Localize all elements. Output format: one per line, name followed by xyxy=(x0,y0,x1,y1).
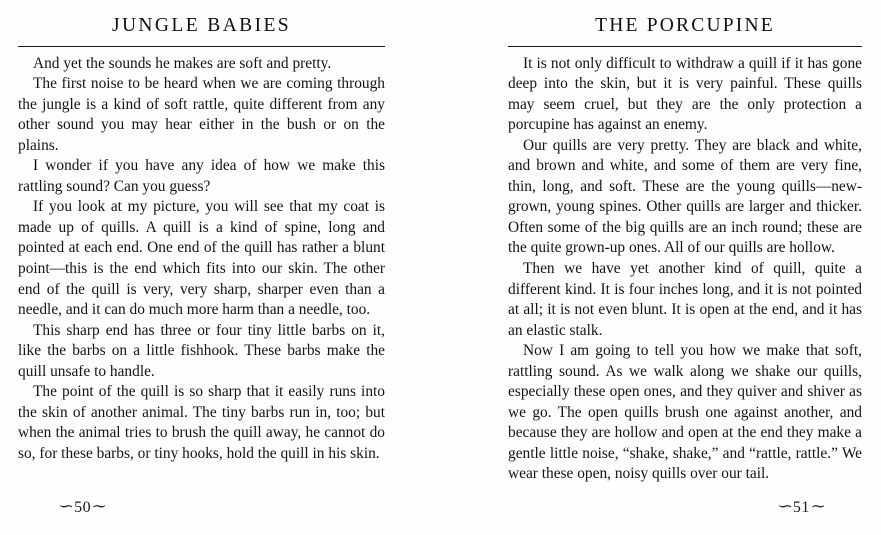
paragraph: Then we have yet another kind of quill, quite a different kind. It is four inches long, and it is not pointed at all; it is not even blunt. It is open at the end, and it has an elastic stalk. xyxy=(508,259,862,339)
paragraph: I wonder if you have any idea of how we make this rattling sound? Can you guess? xyxy=(18,157,385,195)
paragraph: If you look at my picture, you will see that my coat is made up of quills. A quill is a kind of spine, long and pointed at each end. One end of the quill has rather a blunt point—this is the end which fits into our skin. The other end of the quill is very, very sharp, sharper even than a needle, and it can do much more harm than a needle, too. xyxy=(18,198,385,319)
paragraph: The point of the quill is so sharp that it easily runs into the skin of another animal. The tiny barbs run in, too; but when the animal tries to brush the quill away, he cannot do so, for these barbs, or tiny hooks, hold the quill in his skin. xyxy=(18,383,385,462)
page-number: 51 xyxy=(792,499,810,516)
page-right xyxy=(440,0,881,535)
folio-swash-right-icon: ∼ xyxy=(810,499,827,516)
page-left xyxy=(0,0,440,535)
body-text-left xyxy=(18,54,385,465)
paragraph: The first noise to be heard when we are coming through the jungle is a kind of soft rattle, quite different from any other sound you may hear either in the bush or on the plains. xyxy=(18,75,385,154)
body-text-right xyxy=(508,54,862,485)
folio-right xyxy=(779,497,825,517)
paragraph: And yet the sounds he makes are soft and pretty. xyxy=(33,54,332,72)
running-head-left: JUNGLE BABIES xyxy=(111,15,292,36)
folio-swash-right-icon: ∼ xyxy=(91,499,108,516)
header-rule-right xyxy=(508,46,862,47)
paragraph: It is not only difficult to withdraw a quill if it has gone deep into the skin, but it is very painful. These quills may seem cruel, but they are the only protection a porcupine has against an enemy. xyxy=(508,54,862,134)
paragraph: Now I am going to tell you how we make that soft, rattling sound. As we walk along we shake our quills, especially these open ones, and they quiver and shiver as we go. The open quills brush one against another, and because they are hollow and open at the end they make a gentle little noise, “shake, shake,” and “rattle, rattle.” We wear these open, noisy quills over our tail. xyxy=(508,342,862,483)
folio-swash-left-icon: ∽ xyxy=(777,499,794,516)
paragraph: This sharp end has three or four tiny little barbs on it, like the barbs on a little fishhook. These barbs make the quill unsafe to handle. xyxy=(18,321,385,380)
page-number: 50 xyxy=(74,499,92,516)
folio-swash-left-icon: ∽ xyxy=(58,499,75,516)
folio-left xyxy=(60,497,106,517)
header-rule-left xyxy=(18,46,385,47)
running-head-right: THE PORCUPINE xyxy=(595,15,775,36)
paragraph: Our quills are very pretty. They are black and white, and brown and white, and some of them are very fine, thin, long, and soft. These are the young quills—new-grown, young spines. Other quills are larger and thicker. Often some of the big quills are an inch round; these are the quite grown-up ones. All of our quills are hollow. xyxy=(508,136,862,257)
